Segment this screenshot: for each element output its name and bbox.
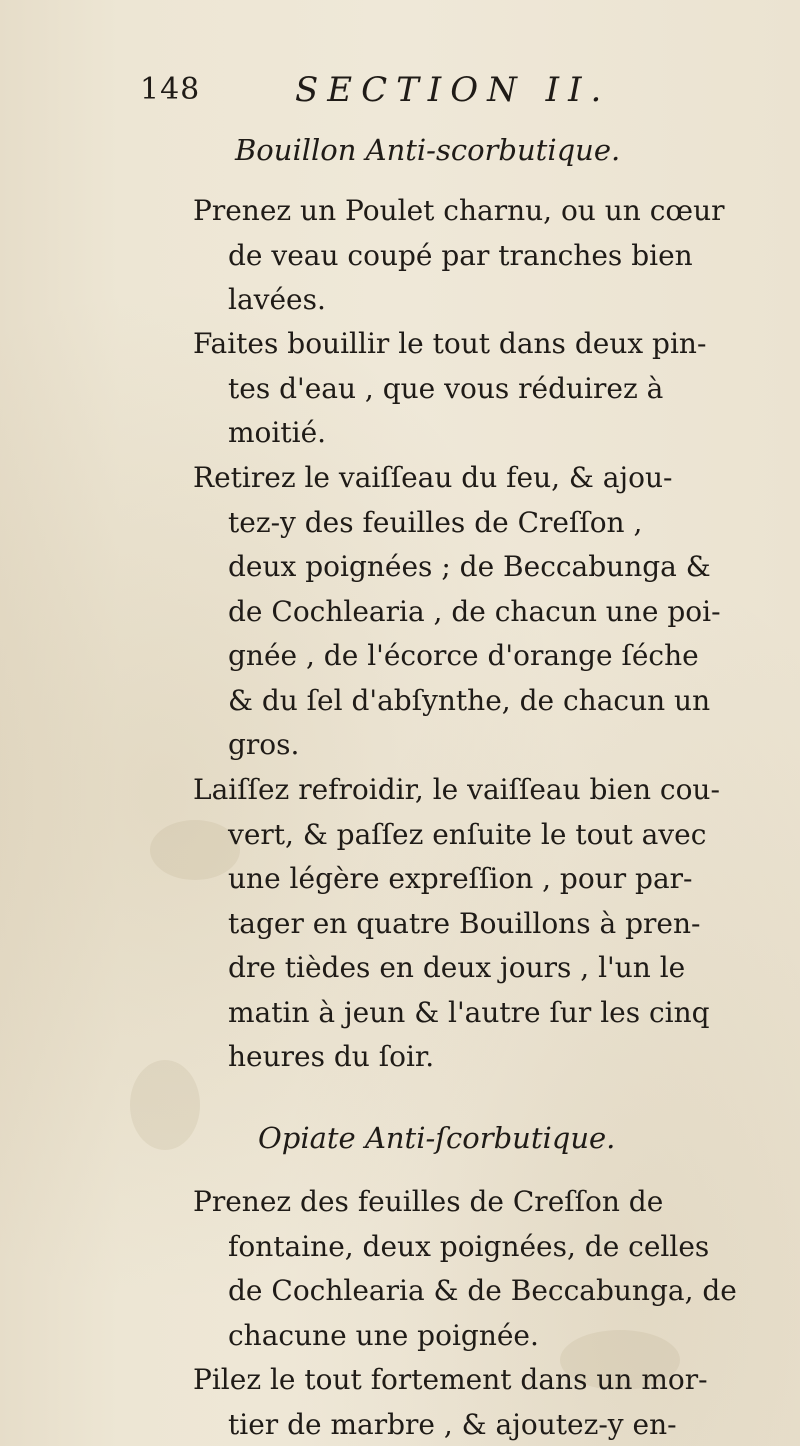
text-line: heures du ſoir. [228, 1040, 435, 1073]
text-line: Laiſſez refroidir, le vaiſſeau bien cou- [193, 773, 720, 806]
text-line: gros. [228, 728, 300, 761]
paragraph [193, 456, 721, 768]
paragraph [193, 322, 706, 456]
text-line: fontaine, deux poignées, de celles [228, 1229, 710, 1263]
page-header [140, 70, 740, 110]
text-line: Prenez des feuilles de Creſſon de [193, 1185, 664, 1218]
text-line: dre tièdes en deux jours , l'un le [228, 951, 686, 984]
running-head: SECTION II. [295, 70, 611, 110]
text-line: Prenez un Poulet charnu, ou un cœur [193, 194, 725, 227]
recipe-title: Opiate Anti-ſcorbutique. [258, 1121, 616, 1155]
text-line: tez-y des feuilles de Creſſon , [228, 505, 643, 539]
text-line: de Cochlearia , de chacun une poi- [228, 594, 721, 628]
text-line: Retirez le vaiſſeau du feu, & ajou- [193, 461, 673, 494]
text-line: deux poignées ; de Beccabunga & [228, 550, 711, 583]
text-line: matin à jeun & l'autre ſur les cinq [228, 995, 710, 1029]
text-line: une légère expreſſion , pour par- [228, 862, 693, 895]
paragraph [193, 1358, 708, 1446]
text-line: & du ſel d'abſynthe, de chacun un [228, 683, 711, 717]
paragraph [193, 189, 725, 323]
text-line: tager en quatre Bouillons à pren- [228, 906, 701, 940]
text-line: vert, & paſſez enſuite le tout avec [228, 817, 707, 851]
text-line: Pilez le tout fortement dans un mor- [193, 1363, 708, 1396]
paper-stain [130, 1060, 200, 1150]
recipe-title: Bouillon Anti-scorbutique. [235, 133, 621, 167]
text-line: de Cochlearia & de Beccabunga, de [228, 1274, 737, 1307]
text-line: moitié. [228, 416, 327, 449]
text-line: chacune une poignée. [228, 1318, 539, 1352]
text-line: de veau coupé par tranches bien [228, 238, 693, 272]
text-line: gnée , de l'écorce d'orange ſéche [228, 639, 699, 672]
page-number: 148 [140, 72, 201, 107]
text-line: tes d'eau , que vous réduirez à [228, 371, 664, 405]
paragraph [193, 768, 720, 1080]
text-line: Faites bouillir le tout dans deux pin- [193, 327, 707, 360]
text-line: lavées. [228, 283, 326, 316]
text-line: tier de marbre , & ajoutez-y en- [228, 1407, 677, 1441]
paragraph [193, 1180, 737, 1358]
